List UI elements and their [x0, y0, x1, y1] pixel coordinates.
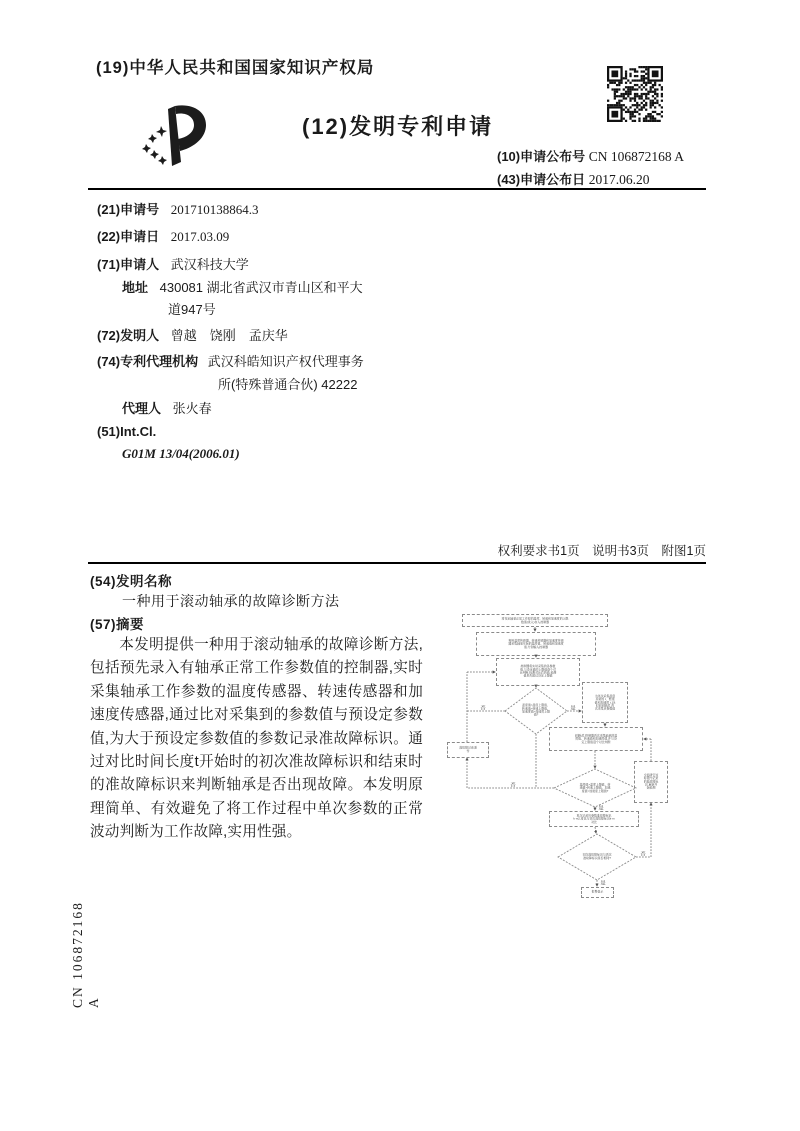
inventor-row: [97, 325, 288, 344]
publication-number-value: CN 106872168 A: [588, 149, 685, 164]
address-value-line2: 道947号: [168, 302, 216, 317]
application-number-row: [97, 199, 259, 218]
flowchart-node-recheck: 间隔t后,控制器再次采集轴承的温度值、转速值和加速度值,并与设定上限值逐个对比判断: [549, 727, 643, 751]
flowchart-node-reset: 全面清空该时段内记录的准故障标识,重新开始检测: [634, 761, 668, 803]
sidebar-publication-number: CN 106872168 A: [70, 901, 101, 1008]
agency-label: (74)专利代理机构: [97, 354, 199, 369]
flowchart-node-clear: 准故障记录清零: [447, 742, 489, 758]
cnipa-logo-icon: [134, 104, 210, 172]
intcl-value-row: [122, 446, 240, 462]
qr-code: [607, 66, 663, 122]
application-number-label: (21)申请号: [97, 202, 160, 217]
address-row-2: [168, 299, 216, 318]
document-type-title: (12)发明专利申请: [302, 114, 494, 139]
address-value-line1: 430081 湖北省武汉市青山区和平大: [159, 280, 363, 295]
flowchart-figure: [440, 605, 712, 905]
flowchart-yes-label: 是: [570, 706, 576, 712]
agency-row-2: [218, 374, 357, 393]
flowchart-decision-2: 温度值>温度上限值、转速值>转速上限值、加速度值>加速度上限值?: [579, 782, 611, 793]
agent-value: 张火春: [172, 401, 212, 416]
applicant-value: 武汉科技大学: [170, 257, 249, 272]
application-number-value: 201710138864.3: [170, 202, 259, 217]
agent-label: 代理人: [122, 401, 162, 416]
flowchart-yes-label-3: 是: [600, 881, 606, 887]
pages-summary: 权利要求书1页 说明书3页 附图1页: [497, 544, 706, 558]
inventor-value: 曾越 饶刚 孟庆华: [170, 328, 288, 343]
header-divider: [88, 188, 706, 190]
publication-date-label: (43)申请公布日: [497, 172, 586, 187]
flowchart-node-alarm: 报警显示: [581, 887, 614, 898]
address-row: [122, 277, 363, 296]
publication-number-row: [497, 146, 684, 165]
agency-value-line2: 所(特殊普通合伙) 42222: [218, 377, 358, 392]
flowchart-node-sensors: 利用温度传感器、转速传感器和加速度传感器采集轴承实际的温度值、转速值和加速度值,分别输入控制器: [476, 632, 596, 656]
invention-title-label: (54)发明名称: [90, 574, 173, 589]
publication-date-row: [497, 169, 650, 188]
flowchart-node-record-flag: 为该次采集温度异常的 t、转速值和加速度 t,记t时间间隔后,再次采集该参数值: [582, 682, 628, 723]
intcl-row: [97, 424, 156, 439]
section-divider: [88, 562, 706, 564]
agency-value-line1: 武汉科皓知识产权代理事务: [207, 354, 364, 369]
flowchart-no-label: 否: [480, 706, 486, 712]
agency-row: [97, 351, 364, 370]
agent-row: [122, 398, 212, 417]
applicant-label: (71)申请人: [97, 257, 160, 272]
publication-date-value: 2017.06.20: [588, 172, 650, 187]
flowchart-no-label-3: 否: [640, 852, 646, 858]
intcl-label: (51)Int.Cl.: [97, 424, 157, 439]
applicant-row: [97, 254, 249, 273]
inventor-label: (72)发明人: [97, 328, 160, 343]
office-name: (19)中华人民共和国国家知识产权局: [96, 59, 375, 77]
flowchart-no-label-2: 否: [510, 783, 516, 789]
flowchart-node-record-flag2: 再次记录该参数准故障标识k·m2,将其与初次准故障标识k·m对比: [549, 811, 639, 827]
flowchart-decision-3: 初次准故障标识与再次准故障标识是否相同?: [582, 853, 612, 860]
filing-date-label: (22)申请日: [97, 229, 160, 244]
intcl-value: G01M 13/04(2006.01): [122, 446, 240, 461]
flowchart-node-compare: 控制器将实时采集的各参数值,与设定值的上限值逐个对比判断,检测对比后的值,检测值是否超过设定上限值: [496, 658, 580, 686]
filing-date-value: 2017.03.09: [170, 229, 230, 244]
abstract-label: (57)摘要: [90, 617, 145, 632]
invention-title: 一种用于滚动轴承的故障诊断方法: [122, 593, 340, 609]
filing-date-row: [97, 226, 229, 245]
flowchart-decision-1: 温度值>温度上限值、转速值>转速上限值、加速度值>加速度上限值?: [522, 704, 550, 718]
flowchart-node-start: 将设定轴承正常工作时的温度、转速和加速度的上限数值(录入)存入控制器: [462, 614, 608, 627]
publication-number-label: (10)申请公布号: [497, 149, 586, 164]
address-label: 地址: [122, 280, 149, 295]
flowchart-yes-label-2: 是: [598, 806, 604, 812]
abstract-text: 本发明提供一种用于滚动轴承的故障诊断方法,包括预先录入有轴承正常工作参数值的控制器,实时采集轴承工作参数的温度传感器、转速传感器和加速度传感器,通过比对采集到的参数值与预设定参数值,为大于预设定参数值的参数记录准故障标识。通过对比时间长度t开始时的初次准故障标识和结束时的准故障标识来判断轴承是否出现故障。本发明原理简单、有效避免了将工作过程中单次参数的正常波动判断为工作故障,实用性强。: [90, 637, 423, 841]
